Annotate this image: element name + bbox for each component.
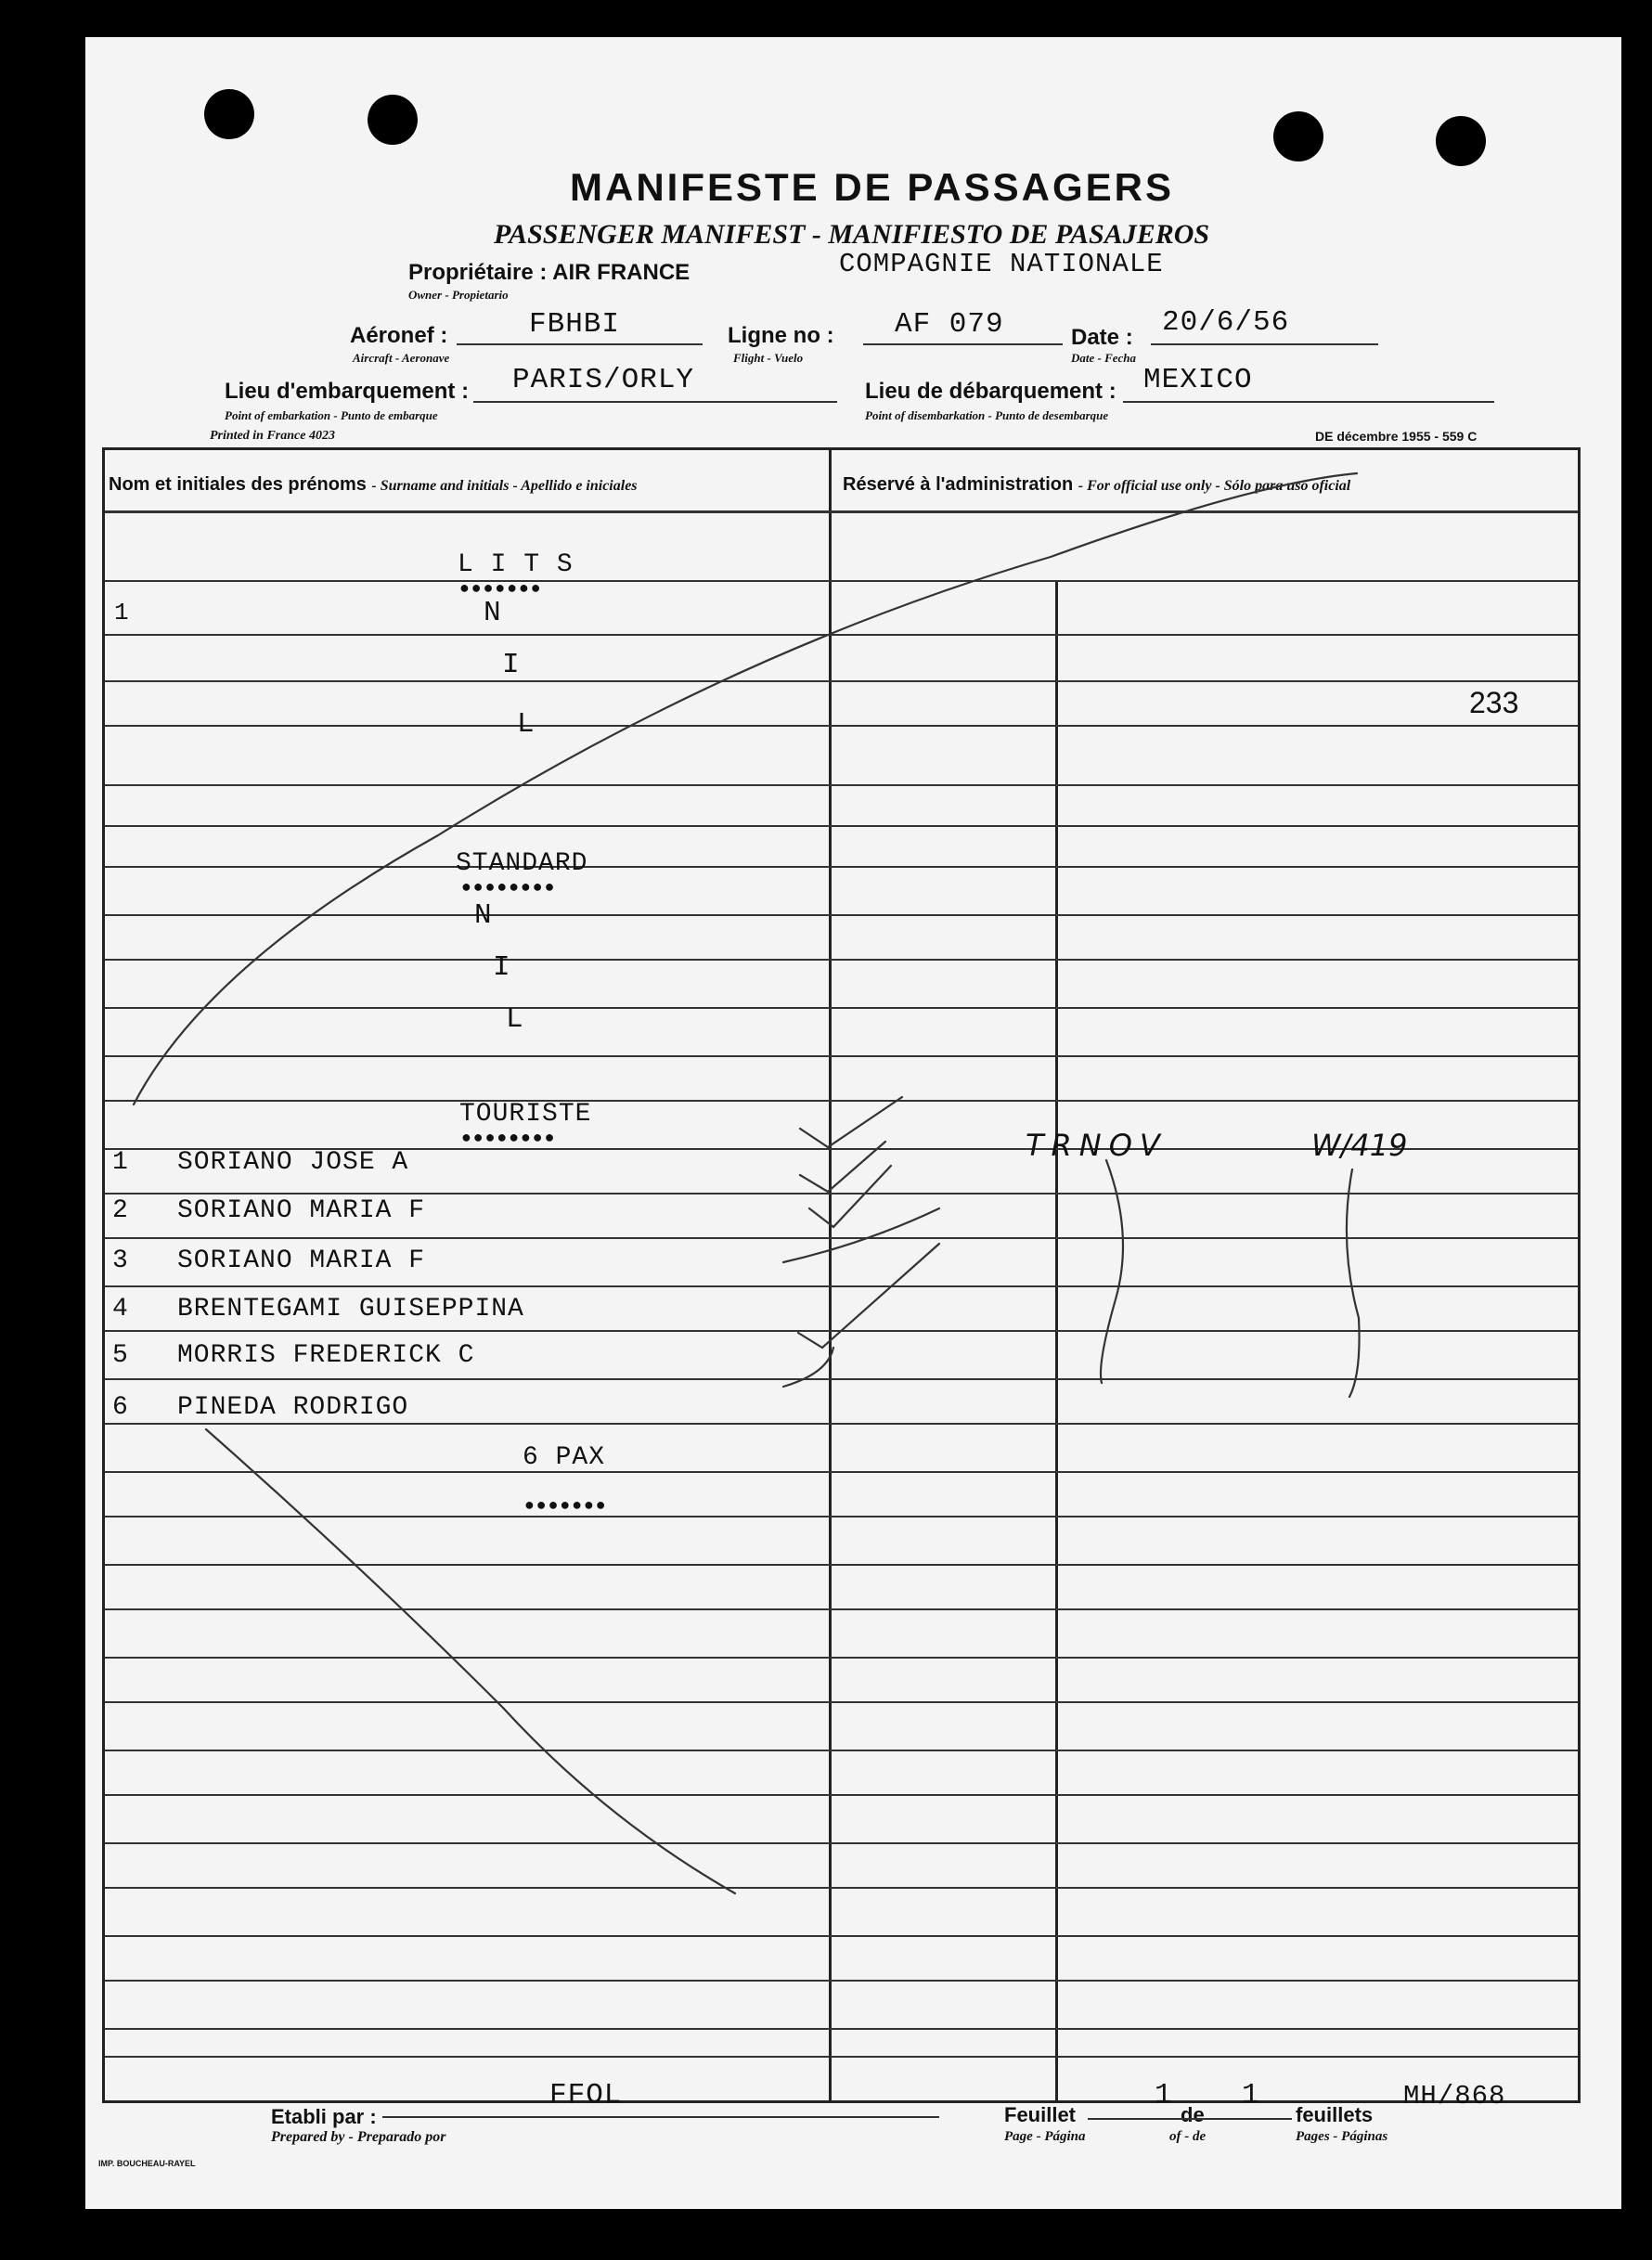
date-sub: Date - Fecha: [1071, 351, 1137, 365]
manifest-title: MANIFESTE DE PASSAGERS: [570, 165, 1174, 209]
total-pax: 6 PAX: [523, 1443, 606, 1472]
bracket-right: [1347, 1169, 1360, 1397]
passenger-name: SORIANO JOSE A: [177, 1148, 409, 1177]
owner-value: COMPAGNIE NATIONALE: [839, 249, 1164, 279]
passenger-name: BRENTEGAMI GUISEPPINA: [177, 1295, 524, 1324]
class-touriste: TOURISTE: [459, 1100, 592, 1129]
manifest-sheet: [85, 37, 1621, 2209]
bracket-left: [1101, 1160, 1123, 1383]
aircraft-value: FBHBI: [529, 308, 621, 341]
embark-sub: Point of embarkation - Punto de embarque: [225, 408, 438, 422]
standard-nil-n: N: [474, 899, 493, 932]
printed-note: Printed in France 4023: [210, 429, 335, 443]
passenger-number: 2: [112, 1196, 129, 1225]
reference-number: MH/868: [1403, 2081, 1506, 2111]
check-4: [783, 1208, 939, 1262]
flight-sub: Flight - Vuelo: [733, 351, 804, 365]
check-5: [798, 1244, 939, 1348]
prepared-label: Etabli par :: [271, 2105, 377, 2128]
lits-nil-n: N: [484, 597, 502, 629]
column-header-admin-label: Réservé à l'administration: [843, 474, 1074, 495]
disembark-value: MEXICO: [1143, 364, 1253, 396]
embark-label: Lieu d'embarquement :: [225, 379, 470, 404]
disembark-label: Lieu de débarquement :: [865, 379, 1116, 404]
passenger-name: SORIANO MARIA F: [177, 1196, 426, 1225]
passenger-number: 5: [112, 1341, 129, 1370]
date-label: Date :: [1071, 325, 1133, 350]
passenger-number: 6: [112, 1393, 129, 1422]
check-1: [800, 1097, 902, 1147]
sheets-label: feuillets: [1296, 2103, 1374, 2126]
passenger-number: 4: [112, 1295, 129, 1324]
handwritten-strokes: [85, 37, 1621, 2209]
check-6: [783, 1348, 833, 1387]
printer-mark: IMP. BOUCHEAU-RAYEL: [98, 2159, 196, 2168]
embark-value: PARIS/ORLY: [512, 364, 695, 396]
diagonal-strike-upper: [134, 473, 1357, 1104]
lits-nil-l: L: [517, 708, 536, 741]
disembark-sub: Point of disembarkation - Punto de desembarque: [865, 408, 1109, 422]
standard-nil-l: L: [506, 1003, 524, 1036]
passenger-name: SORIANO MARIA F: [177, 1246, 426, 1275]
manifest-subtitle: PASSENGER MANIFEST - MANIFIESTO DE PASAJEROS: [494, 219, 1210, 250]
admin-note-2: W/419: [1311, 1128, 1408, 1163]
of-sub: of - de: [1169, 2129, 1207, 2144]
flight-value: AF 079: [895, 308, 1004, 341]
lits-nil-i: I: [502, 649, 521, 681]
sheet-label: Feuillet: [1004, 2103, 1077, 2126]
class-lits: L I T S: [458, 550, 574, 579]
passenger-number: 1: [112, 1148, 129, 1177]
form-code: DE décembre 1955 - 559 C: [1315, 429, 1478, 444]
passenger-name: PINEDA RODRIGO: [177, 1393, 409, 1422]
passenger-name: MORRIS FREDERICK C: [177, 1341, 475, 1370]
flight-label: Ligne no :: [728, 323, 834, 348]
check-3: [809, 1166, 891, 1227]
sheet-sub: Page - Página: [1004, 2129, 1086, 2144]
admin-number: 233: [1469, 686, 1519, 719]
of-value: 1: [1242, 2079, 1260, 2111]
owner-label: Propriétaire : AIR FRANCE: [408, 260, 690, 285]
diagonal-strike-lower: [206, 1429, 735, 1893]
owner-sub: Owner - Propietario: [408, 288, 509, 302]
prepared-value: FFOL: [549, 2079, 623, 2111]
column-header-names-sub: - Surname and initials - Apellido e iniciales: [371, 478, 638, 494]
passenger-number: 3: [112, 1246, 129, 1275]
column-header-names-label: Nom et initiales des prénoms: [109, 474, 367, 495]
column-header-admin-sub: - For official use only - Sólo para uso oficial: [1078, 478, 1351, 494]
aircraft-label: Aéronef :: [350, 323, 448, 348]
class-standard: STANDARD: [456, 849, 588, 878]
lits-row-mark: 1: [114, 599, 130, 626]
date-value: 20/6/56: [1162, 306, 1290, 339]
of-label: de: [1181, 2103, 1205, 2126]
sheet-value: 1: [1155, 2079, 1173, 2111]
prepared-sub: Prepared by - Preparado por: [271, 2129, 446, 2145]
aircraft-sub: Aircraft - Aeronave: [353, 351, 450, 365]
standard-nil-i: I: [493, 951, 511, 984]
manifest-table: Nom et initiales des prénoms - Surname and initials - Apellido e iniciales Réservé à l'administration - For official use only - Sólo para uso oficial L I T S ●●●●●●● 1 N I L 233 STANDARD ●●●●●●●● N I L TOURISTE ●●●●●●●● 1 SORIANO JOSE A 2 SORIANO MARIA F 3 SORIANO MARIA F 4 BRENTEGAMI GUISEPPINA 5 MORRIS FREDERICK C 6 PINEDA RODRIGO 6 PAX ●●●●●●● TRNOV W/419: [102, 447, 1581, 2103]
admin-note-1: TRNOV: [1026, 1128, 1168, 1163]
sheets-sub: Pages - Páginas: [1296, 2129, 1388, 2144]
